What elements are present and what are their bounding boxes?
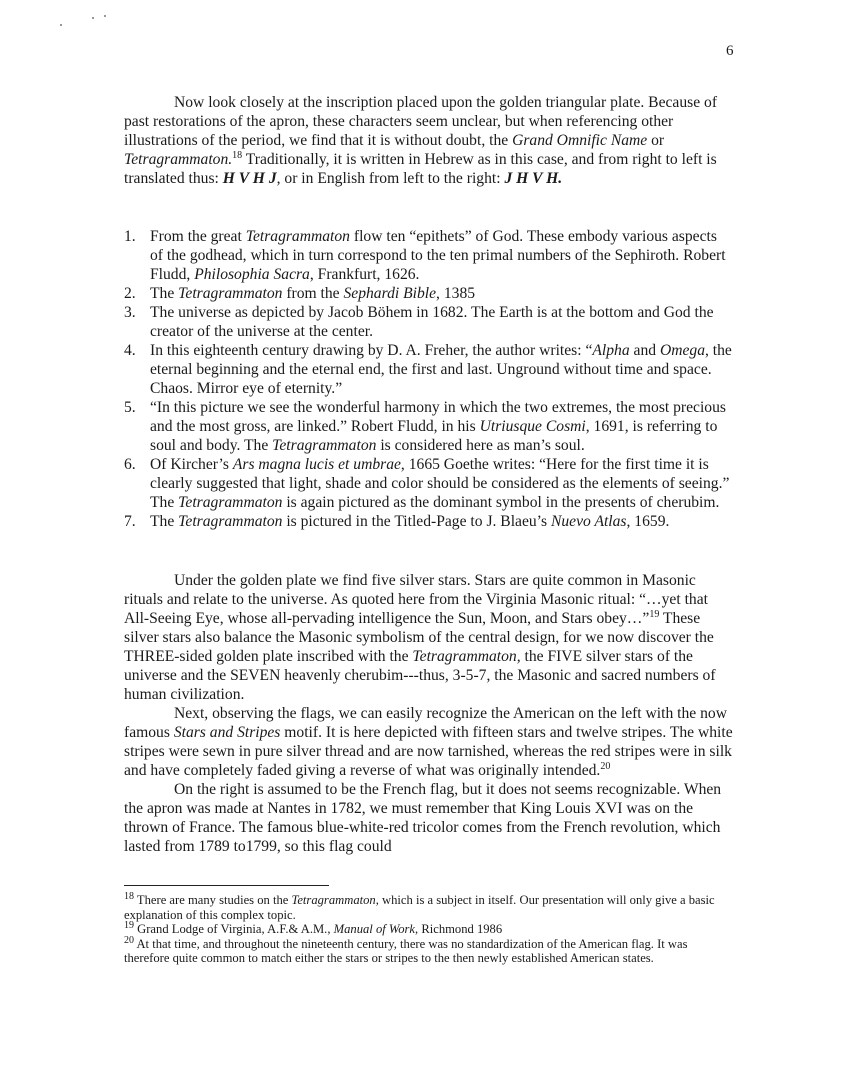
- footnote-ref: 18: [232, 149, 243, 161]
- scan-speck: [92, 17, 94, 19]
- list-item: 4. In this eighteenth century drawing by D. A. Freher, the author writes: “Alpha and Omega, the eternal beginning and the eternal end, the first and last. Unground without time and space. Chaos. Mirror eye of eternity.”: [124, 342, 732, 397]
- paragraph-french-flag: On the right is assumed to be the French flag, but it does not seems recognizable. When the apron was made at Nantes in 1782, we must remember that King Louis XVI was on the thrown of France. The famous blue-white-red tricolor comes from the French revolution, which lasted from 1789 to1799, so this flag could: [124, 781, 722, 855]
- scan-speck: [104, 15, 106, 17]
- footnotes: [124, 890, 734, 966]
- paragraph-stars: Under the golden plate we find five silver stars. Stars are quite common in Masonic rituals and relate to the universe. As quoted here from the Virginia Masonic ritual: “…yet that All-Seeing Eye, whose all-pervading intelligence the Sun, Moon, and Stars obey…”$^{19}$ These silver stars also balance the Masonic symbolism of the central design, for we now discover the THREE-sided golden plate inscribed with the Tetragrammaton, the FIVE silver stars of the universe and the SEVEN heavenly cherubim---thus, 3-5-7, the Masonic and sacred numbers of human civilization.: [124, 572, 716, 703]
- list-item: 6. Of Kircher’s Ars magna lucis et umbrae, 1665 Goethe writes: “Here for the first time it is clearly suggested that light, shade and color should be considered as the elements of seeing.” The Tetragrammaton is again pictured as the dominant symbol in the presents of cherubim.: [124, 456, 730, 511]
- list-item: 2. The Tetragrammaton from the Sephardi Bible, 1385: [124, 285, 476, 302]
- page-number: 6: [726, 43, 734, 59]
- footnote-ref: 19: [649, 608, 660, 620]
- footnote: $^{19}$ Grand Lodge of Virginia, A.F.& A.M., Manual of Work, Richmond 1986: [124, 919, 503, 936]
- paragraph-american-flag: Next, observing the flags, we can easily recognize the American on the left with the now famous Stars and Stripes motif. It is here depicted with fifteen stars and twelve stripes. The white stripes were sewn in pure silver thread and are now tarnished, whereas the red stripes were in silk and have completely faded giving a reverse of what was originally intended.$^{20}$: [124, 705, 733, 779]
- scan-speck: [60, 24, 62, 26]
- footnote-divider: [124, 885, 329, 886]
- list-item: 1. From the great Tetragrammaton flow ten “epithets” of God. These embody various aspects of the godhead, which in turn correspond to the ten primal numbers of the Sephiroth. Robert Fludd, Philosophia Sacra, Frankfurt, 1626.: [124, 228, 726, 283]
- footnote: $^{18}$ There are many studies on the Tetragrammaton, which is a subject in itself. Our presentation will only give a basic explanation of this complex topic.: [124, 890, 715, 922]
- figure-list: [124, 227, 732, 531]
- list-item: 7. The Tetragrammaton is pictured in the Titled-Page to J. Blaeu’s Nuevo Atlas, 1659.: [124, 513, 670, 530]
- paragraphs-stars-flags: [124, 571, 734, 856]
- footnote-ref: 20: [600, 760, 611, 772]
- footnote: $^{20}$ At that time, and throughout the nineteenth century, there was no standardization of the American flag. It was therefore quite common to match either the stars or stripes to the then newly established American states.: [124, 934, 688, 965]
- list-item: 3. The universe as depicted by Jacob Böhem in 1682. The Earth is at the bottom and God the creator of the universe at the center.: [124, 304, 714, 340]
- list-item: 5. “In this picture we see the wonderful harmony in which the two extremes, the most precious and the most gross, are linked.” Robert Fludd, in his Utriusque Cosmi, 1691, is referring to soul and body. The Tetragrammaton is considered here as man’s soul.: [124, 399, 726, 454]
- paragraph-inscription: Now look closely at the inscription placed upon the golden triangular plate. Because of past restorations of the apron, these characters seem unclear, but when referencing other illustrations of the period, we find that it is without doubt, the Grand Omnific Name or Tetragrammaton.$^{18}$ Traditionally, it is written in Hebrew as in this case, and from right to left is translated thus: H V H J, or in English from left to the right: J H V H.: [124, 94, 718, 187]
